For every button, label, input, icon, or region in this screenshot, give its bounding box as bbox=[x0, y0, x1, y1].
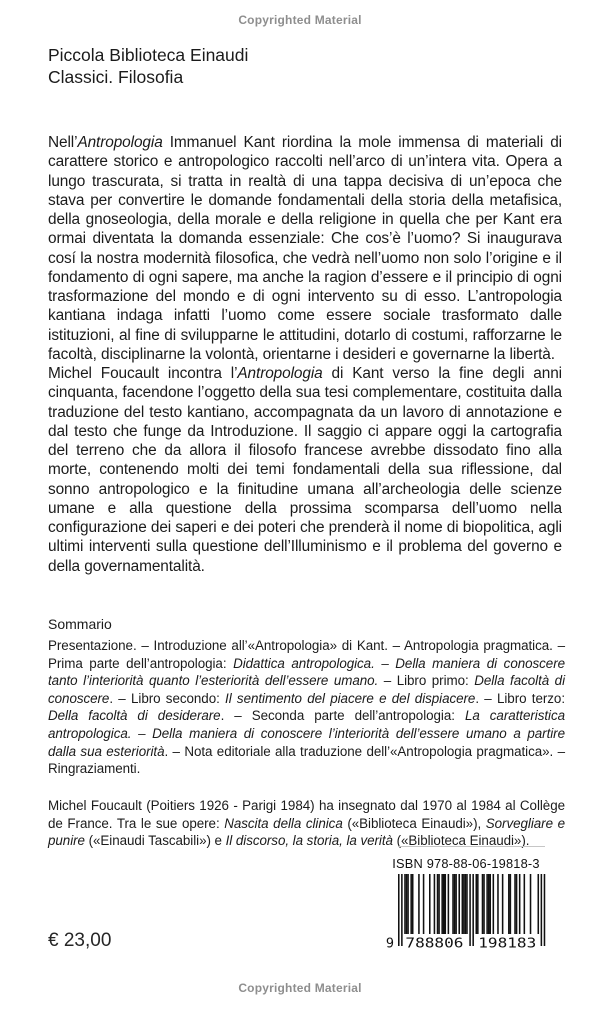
barcode-divider bbox=[398, 846, 545, 847]
series-header bbox=[48, 44, 248, 88]
barcode-digit-first: 9 bbox=[385, 935, 394, 952]
barcode-digits-left: 788806 bbox=[405, 935, 464, 952]
barcode bbox=[384, 874, 548, 952]
isbn-label: ISBN 978-88-06-19818-3 bbox=[392, 856, 540, 871]
description-paragraph-foucault: Michel Foucault incontra l’Antropologia di Kant verso la fine degli anni cinquanta, facendone l’oggetto della sua tesi complementare, costituita dalla traduzione del testo kantiano, accompagnata da un lavoro di annotazione e dal testo che funge da Introduzione. Il saggio ci appare oggi la cartografia del terreno che da allora il filosofo francese avrebbe dissodato fino alla morte, contenendo molti dei temi fondamentali della sua riflessione, dal sonno antropologico e la finitudine umana all’archeologia delle scienze umane e alla questione della prossima scomparsa dell’uomo nella configurazione dei saperi e dei poteri che prenderà il nome di biopolitica, agli ultimi interventi sulla questione dell’Illuminismo e il problema del governo e della governamentalità. bbox=[48, 365, 562, 575]
price-label: € 23,00 bbox=[48, 930, 112, 951]
collection-title: Classici. Filosofia bbox=[48, 67, 184, 87]
description-block bbox=[48, 133, 562, 576]
series-title: Piccola Biblioteca Einaudi bbox=[48, 45, 249, 65]
author-bio: Michel Foucault (Poitiers 1926 - Parigi 1984) ha insegnato dal 1970 al 1984 al Collège de France. Tra le sue opere: Nascita della clinica («Biblioteca Einaudi»), Sorvegliare e punire («Einaudi Tascabili») e Il discorso, la storia, la verità («Biblioteca Einaudi»). bbox=[48, 798, 565, 849]
copyright-banner-top: Copyrighted Material bbox=[238, 13, 362, 27]
summary-heading: Sommario bbox=[48, 616, 112, 632]
barcode-digits-right: 198183 bbox=[478, 935, 537, 952]
copyright-banner-bottom: Copyrighted Material bbox=[238, 981, 362, 995]
description-paragraph-kant: Nell’Antropologia Immanuel Kant riordina la mole immensa di materiali di carattere storico e antropologico raccolti nell’arco di un’intera vita. Opera a lungo trascurata, si tratta in realtà di una tappa decisiva di un’epoca che stava per convertire le domande fondamentali della storia della metafisica, della gnoseologia, della morale e della religione in quella che per Kant era ormai diventata la domanda essenziale: Che cos’è l’uomo? Si inaugurava cosí la nostra modernità filosofica, che vedrà nell’uomo non solo l’origine e il fondamento di ogni sapere, ma anche la ragion d’essere e il principio di ogni trasformazione del mondo e di ogni intervento su di esso. L’antropologia kantiana indaga infatti l’uomo come essere sociale trasformato dalle istituzioni, al fine di svilupparne le attitudini, dotarlo di costumi, rafforzarne le facoltà, disciplinarne la volontà, orientarne i desideri e governarne la libertà. bbox=[48, 134, 562, 363]
barcode-block bbox=[384, 846, 548, 952]
summary-paragraph: Presentazione. – Introduzione all’«Antropologia» di Kant. – Antropologia pragmatica. – Prima parte dell’antropologia: Didattica antropologica. – Della maniera di conoscere tanto l’interiorità quanto l’esteriorità dell’essere umano. – Libro primo: Della facoltà di conoscere. – Libro secondo: Il sentimento del piacere e del dispiacere. – Libro terzo: Della facoltà di desiderare. – Seconda parte dell’antropologia: La caratteristica antropologica. – Della maniera di conoscere l’interiorità dell’essere umano a partire dalla sua esteriorità. – Nota editoriale alla traduzione dell’«Antropologia pragmatica». – Ringraziamenti. bbox=[48, 638, 565, 777]
